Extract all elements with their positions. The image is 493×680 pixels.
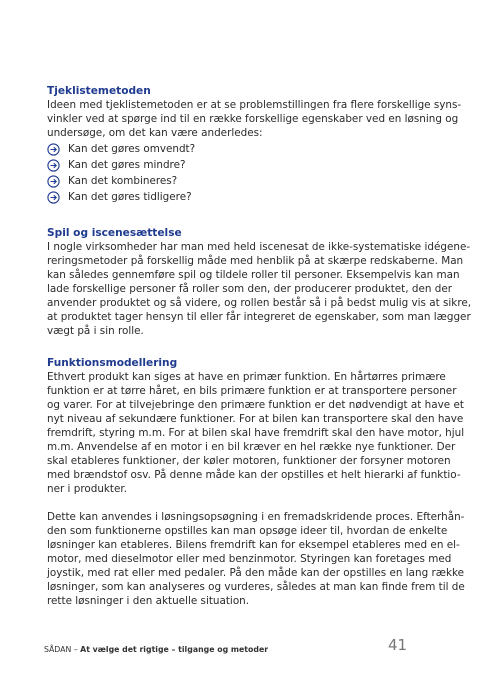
paragraph-line: undersøge, om det kan være anderledes: <box>47 127 263 139</box>
section-heading-funktion: Funktionsmodellering <box>47 357 178 369</box>
running-footer <box>44 645 268 654</box>
paragraph-line: joystik, med rat eller med pedaler. På den måde kan der opstilles en lang række <box>47 567 465 579</box>
bullet-text: Kan det kombineres? <box>68 175 178 187</box>
paragraph-line: reringsmetoder på forskellig måde med henblik på at skærpe redskaberne. Man <box>47 255 464 267</box>
circle-arrow-right-icon <box>47 143 60 156</box>
paragraph-line: løsninger, som kan analyseres og vurderes, således at man kan finde frem til de <box>47 581 465 593</box>
paragraph-line: løsninger kan etableres. Bilens fremdrift kan for eksempel etableres med en el- <box>47 539 460 551</box>
paragraph-line: kan således gennemføre spil og tildele roller til personer. Eksempelvis kan man <box>47 269 460 281</box>
paragraph-line: vinkler ved at spørge ind til en række forskellige egenskaber ved en løsning og <box>47 113 459 125</box>
bullet-text: Kan det gøres omvendt? <box>68 143 196 155</box>
circle-arrow-right-icon <box>47 175 60 188</box>
circle-arrow-right-icon <box>47 159 60 172</box>
footer-prefix: SÅDAN – <box>44 645 81 654</box>
bullet-text: Kan det gøres tidligere? <box>68 191 192 203</box>
bullet-item <box>47 173 177 189</box>
paragraph-line: fremdrift, styring m.m. For at bilen skal have fremdrift skal den have motor, hjul <box>47 427 465 439</box>
paragraph-line: motor, med dieselmotor eller med benzinmotor. Styringen kan foretages med <box>47 553 452 565</box>
paragraph-line: med brændstof osv. På denne måde kan der opstilles et helt hierarki af funktio- <box>47 469 461 481</box>
paragraph-line: skal etableres funktioner, der køler motoren, funktioner der forsyner motoren <box>47 455 451 467</box>
section-heading-tjekliste: Tjeklistemetoden <box>47 85 151 97</box>
paragraph-line: vægt på i sin rolle. <box>47 325 144 337</box>
paragraph-line: nyt niveau af sekundære funktioner. For at bilen kan transportere skal den have <box>47 413 464 425</box>
paragraph-line: anvender produktet og så videre, og rollen består så i på bedst mulig vis at sikre, <box>47 297 472 309</box>
paragraph-line: funktion er at tørre håret, en bils primære funktion er at transportere personer <box>47 385 457 397</box>
paragraph-line: m.m. Anvendelse af en motor i en bil kræver en hel række nye funktioner. Der <box>47 441 456 453</box>
paragraph-line: I nogle virksomheder har man med held iscenesat de ikke-systematiske idégene- <box>47 241 471 253</box>
paragraph-line: ner i produkter. <box>47 483 128 495</box>
paragraph-line: Dette kan anvendes i løsningsopsøgning i en fremadskridende proces. Efterhån- <box>47 511 465 523</box>
bullet-item <box>47 189 192 205</box>
paragraph-line: Ideen med tjeklistemetoden er at se problemstillingen fra flere forskellige syns- <box>47 99 462 111</box>
bullet-text: Kan det gøres mindre? <box>68 159 186 171</box>
paragraph-line: rette løsninger i den aktuelle situation. <box>47 595 250 607</box>
circle-arrow-right-icon <box>47 191 60 204</box>
footer-title: At vælge det rigtige – tilgange og metoder <box>80 645 269 654</box>
paragraph-line: og varer. For at tilvejebringe den primære funktion er det nødvendigt at have et <box>47 399 464 411</box>
page-number: 41 <box>388 636 408 654</box>
paragraph-line: Ethvert produkt kan siges at have en primær funktion. En hårtørres primære <box>47 371 446 383</box>
paragraph-line: at produktet tager hensyn til eller får integreret de egenskaber, som man lægger <box>47 311 471 323</box>
bullet-item <box>47 157 186 173</box>
section-heading-spil: Spil og iscenesættelse <box>47 227 182 239</box>
paragraph-line: den som funktionerne opstilles kan man opsøge ideer til, hvordan de enkelte <box>47 525 448 537</box>
bullet-item <box>47 141 195 157</box>
paragraph-line: lade forskellige personer få roller som den, der producerer produktet, den der <box>47 283 453 295</box>
